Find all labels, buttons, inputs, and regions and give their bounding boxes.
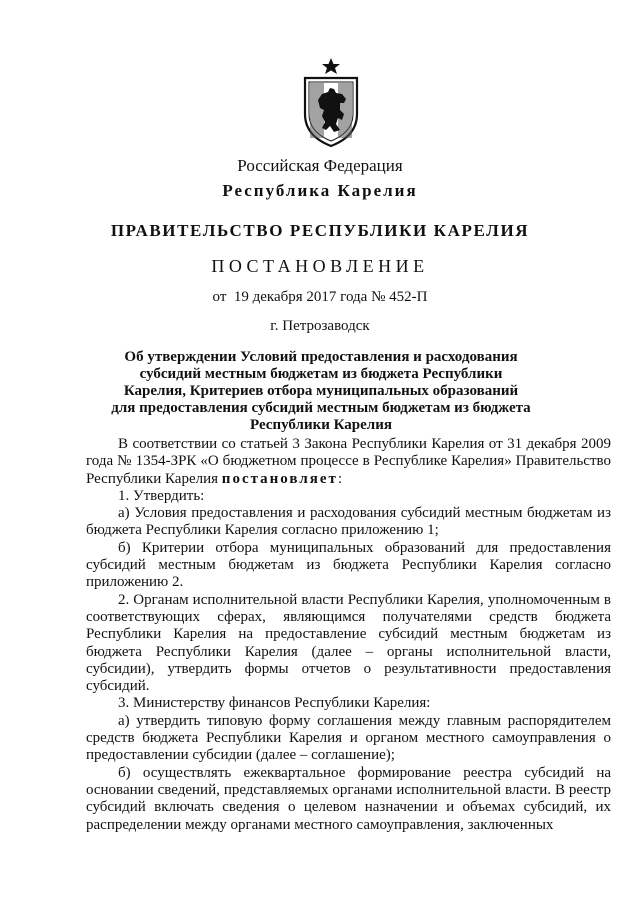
intro-text: В соответствии со статьей 3 Закона Республики Карелия от 31 декабря 2009 года № 1354-ЗРК «О бюджетном процессе в Республике Карелия» Правительство Республики Карелия	[86, 436, 611, 487]
paragraph-3b: б) осуществлять ежеквартальное формирование реестра субсидий на основании сведений, представляемых органами исполнительной власти. В реестр субсидий включать сведения о целевом назначении и объемах субсидий, их распределении между органами местного самоуправления, заключенных	[86, 764, 611, 833]
paragraph-1b: б) Критерии отбора муниципальных образований для предоставления субсидий местным бюджетам из бюджета Республики Карелия согласно приложению 2.	[86, 539, 611, 591]
paragraph-1a: а) Условия предоставления и расходования субсидий местным бюджетам из бюджета Республики Карелия согласно приложению 1;	[86, 505, 611, 539]
document-city: г. Петрозаводск	[270, 318, 370, 334]
document-body	[86, 436, 611, 834]
paragraph-intro	[86, 436, 611, 488]
coat-of-arms-icon	[300, 56, 362, 148]
resolves-colon: :	[337, 470, 343, 487]
country-name: Российская Федерация	[237, 156, 403, 175]
resolves-word: постановляет	[221, 470, 338, 487]
paragraph-3a: а) утвердить типовую форму соглашения между главным распорядителем средств бюджета Республики Карелия и органом местного самоуправления о предоставлении субсидии (далее – соглашение);	[86, 712, 611, 764]
paragraph-1: 1. Утвердить:	[118, 487, 205, 504]
document-title: Об утверждении Условий предоставления и расходования субсидий местным бюджетам из бюджета Республики Карелия, Критериев отбора муниципальных образований для предоставления субсидий местным бюджетам из бюджета Республики Карелия	[111, 349, 531, 433]
paragraph-3: 3. Министерству финансов Республики Карелия:	[118, 695, 431, 712]
government-name: ПРАВИТЕЛЬСТВО РЕСПУБЛИКИ КАРЕЛИЯ	[110, 221, 530, 240]
document-date: от 19 декабря 2017 года № 452-П	[212, 289, 428, 305]
document-type: ПОСТАНОВЛЕНИЕ	[211, 256, 429, 276]
paragraph-2: 2. Органам исполнительной власти Республики Карелия, уполномоченным в соответствующих сферах, являющимся получателями средств бюджета Республики Карелия на предоставление субсидий местным бюджетам из бюджета Республики Карелия (далее – органы исполнительной власти, субсидии), утвердить формы отчетов о результативности предоставления субсидий.	[86, 591, 611, 695]
republic-name: Республика Карелия	[222, 181, 418, 200]
